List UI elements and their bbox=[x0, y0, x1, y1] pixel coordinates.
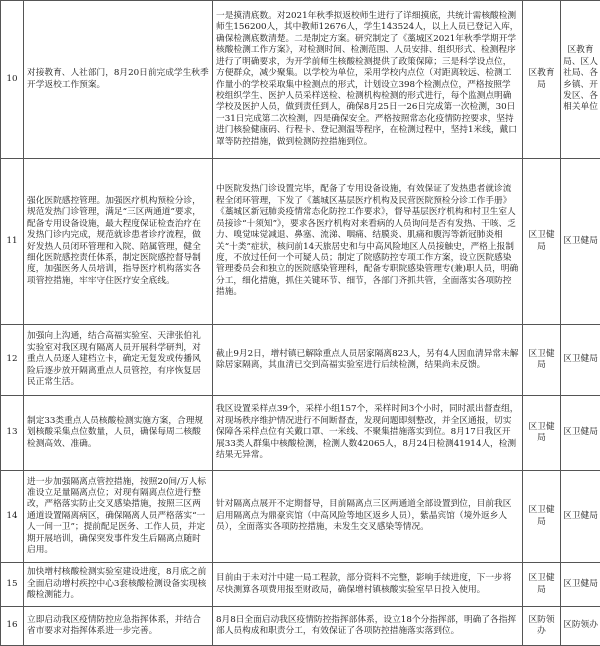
progress-description: 一是摸清底数。对2021年秋季拟返校师生进行了详细摸底，共统计需核酸检测师生156200人，其中教师12676人，学生143524人，以上人员已登记入库，确保检测底数清楚。二是制定方案。研究制定了《藁城区2021年秋季学期开学核酸检测工作方案》，对检测时间、检测范围、人员安排、组织形式、检测程序进行了明确要求，为开学前师生核酸检测提供了政策保障；三是科学设点位，方便群众，减少聚集。以学校为单位，采用学校内点位（对距离较远、检测工作量小的学校采取集中检测点的形式，计划设立398个检测点位，严格按照学校组织学生、医护人员采样送检、检测机构检测的形式进行，每个监测点明确学校及医护人员，做到责任到人，确保8月25日一26日完成第一次检测，30日一31日完成第二次检测，四是确保安全。严格按照常态化疫情防控要求，坚持进门核验健康码、行程卡、登记测温等程序，在检测过程中，坚持1米线，戴口罩等防控措施，做到检测防控措施到位。 bbox=[213, 1, 523, 159]
lead-unit: 区教育局 bbox=[523, 1, 561, 159]
task-description: 对接教育、人社部门，8月20日前完成学生秋季开学返校工作预案。 bbox=[24, 1, 213, 159]
row-number: 15 bbox=[1, 563, 24, 607]
progress-description: 8月8日全面启动我区疫情防控指挥部体系，设立18个分指挥部，明确了各指挥部人员构成和职责分工，有效保证了各项防控措施落实落到位。 bbox=[213, 607, 523, 646]
lead-unit: 区卫健局 bbox=[523, 471, 561, 563]
progress-description: 中医院发热门诊设置完毕，配备了专用设备设施，有效保证了发热患者就诊流程全闭环管理，下发了《藁城区基层医疗机构及民营医院预检分诊工作手册》《藁城区新冠肺炎疫情常态化防控工作要求》，督导基层医疗机构和村卫生室人员接诊“十须知”》，要求各医疗机构对来看病的人员询问是否有发热、干咳、乏力、嗅觉味觉减退、鼻塞、流涕、咽痛、结膜炎、肌痛和腹泻等新冠肺炎相关“十类”症状，核问前14天旅居史和与中高风险地区人员接触史，严格上报制度，不放过任何一个可疑人员；制定了院感防控专项工作方案，设立医院感染管理委员会和独立的医院感染管理科，配备专职院感染管理专(兼)职人员，明确分工，细化措施，抓住关键环节、细节，各部门齐抓共管，全面落实各项防控措施。 bbox=[213, 159, 523, 325]
task-description: 制定33类重点人员核酸检测实施方案，合理规划核酸采集点位数量，人员，确保每周二核酸检测高效、准确。 bbox=[24, 396, 213, 471]
progress-description: 截止9月2日，增村镇已解除重点人员居家隔离823人，另有4人因血清异常未解除居家隔离，其血清已交到高福实验室进行后续检测，结果尚未反馈。 bbox=[213, 325, 523, 396]
row-number: 11 bbox=[1, 159, 24, 325]
progress-description: 目前由于未对汁中建一局工程款，部分资料不完整，影响手续进度，下一步将尽快测算各项费用报至财政局，确保增村镇核酸实验室早日投入使用。 bbox=[213, 563, 523, 607]
task-description: 进一步加强隔离点管控措施，按照20间/万人标准设立足量隔离点位；对现有隔离点位进行整改，严格落实防止交叉感染措施，按照三区两通道设置隔离病区，确保隔离人员严格落实“一人一间一卫”；提前配足医务、工作人员，并定期开展培训，确保突发事件发生后隔离点随时启用。 bbox=[24, 471, 213, 563]
lead-unit: 区卫健局 bbox=[523, 563, 561, 607]
progress-description: 针对隔离点展开不定期督导，目前隔离点三区两通道全部设置到位，目前我区启用隔离点为鼎豪宾馆（中高风险等地区返乡人员），紫晶宾馆（境外返乡人员），全面落实各项防控措施，未发生交叉感染等情况。 bbox=[213, 471, 523, 563]
task-description: 强化医院感控管理。加强医疗机构预检分诊，规范发热门诊管理，满足“三区两通道”要求，配备专用设备设施，最大程度保证检查治疗在发热门诊内完成，规范就诊患者诊疗流程，做好发热人员闭环管理和入院、陪属管理，健全细化医院感控责任体系，制定医院感控督导制度，加强医务人员培训，指导医疗机构落实各项管控措施，牢牢守住医疗安全底线。 bbox=[24, 159, 213, 325]
row-number: 14 bbox=[1, 471, 24, 563]
row-number: 16 bbox=[1, 607, 24, 646]
row-number: 10 bbox=[1, 1, 24, 159]
lead-unit: 区防领办 bbox=[523, 607, 561, 646]
responsible-units: 区卫健局 bbox=[561, 396, 600, 471]
lead-unit: 区卫健局 bbox=[523, 325, 561, 396]
table-row bbox=[1, 607, 600, 646]
row-number: 12 bbox=[1, 325, 24, 396]
progress-description: 我区设置采样点39个，采样小组157个，采样时间3个小时，同时派出督查组，对现场秩序维护情况进行不间断督查，发现问题即刻整改，并全区通报，切实保障各采样点位有关戴口罩、一米线、不聚集措施落实到位。8月17日我区开展33类人群集中核酸检测，检测人数42065人，8月24日检测41914人，检测结果无异常。 bbox=[213, 396, 523, 471]
task-description: 加快增村核酸检测实验室建设进度，8月底之前全面启动增村疾控中心3套核酸检测设备实现核酸检测能力。 bbox=[24, 563, 213, 607]
responsible-units: 区防领办 bbox=[561, 607, 600, 646]
responsible-units: 区卫健局 bbox=[561, 325, 600, 396]
table-row bbox=[1, 1, 600, 159]
lead-unit: 区卫健局 bbox=[523, 396, 561, 471]
responsible-units: 区卫健局 bbox=[561, 563, 600, 607]
table-row bbox=[1, 471, 600, 563]
table-row bbox=[1, 396, 600, 471]
table-row bbox=[1, 159, 600, 325]
lead-unit: 区卫健局 bbox=[523, 159, 561, 325]
task-description: 立即启动我区疫情防控应急指挥体系，并结合省市要求对指挥体系进一步完善。 bbox=[24, 607, 213, 646]
responsible-units: 区卫健局 bbox=[561, 159, 600, 325]
table-row bbox=[1, 325, 600, 396]
row-number: 13 bbox=[1, 396, 24, 471]
responsible-units: 区卫健局 bbox=[561, 471, 600, 563]
responsible-units: 区教育局、区人社局、各乡镇、开发区、各相关单位 bbox=[561, 1, 600, 159]
task-description: 加强向上沟通，结合高福实验室、天津张伯礼实验室对我区现有隔离人员开展科学研判，对重点人员逐人建档立卡，确定无复发或传播风险后逐步放开隔离重点人员管控，有序恢复居民正常生活。 bbox=[24, 325, 213, 396]
table-row bbox=[1, 563, 600, 607]
